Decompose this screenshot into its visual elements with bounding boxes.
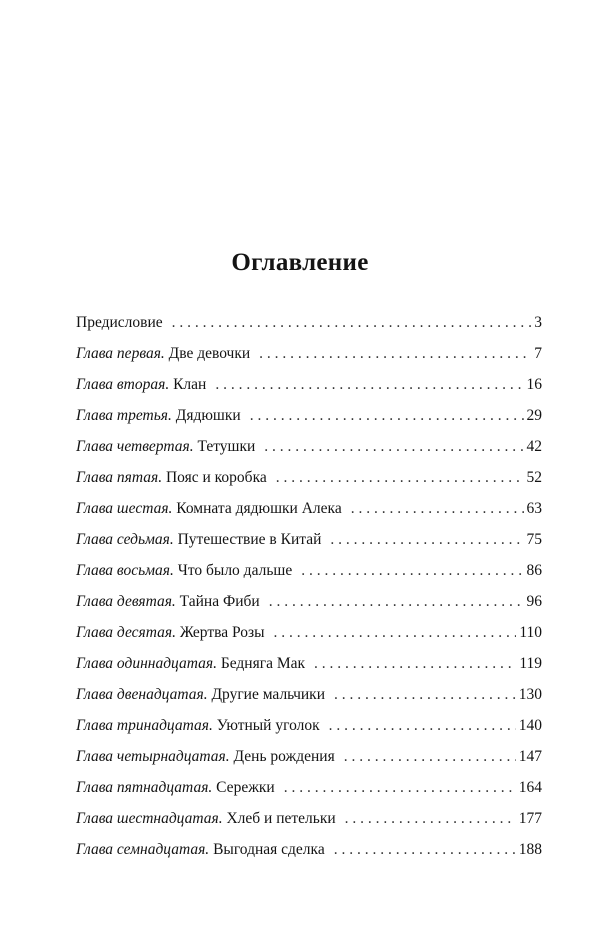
dot-leader (215, 369, 523, 400)
chapter-title: Путешествие в Китай (177, 531, 322, 548)
chapter-number: Глава вторая. (76, 376, 170, 393)
toc-entry-label (76, 648, 305, 679)
chapter-number: Глава десятая. (76, 624, 176, 641)
chapter-number: Глава третья. (76, 407, 172, 424)
page-number: 63 (526, 500, 542, 517)
toc-entry-label (76, 710, 320, 741)
toc-entry-label (76, 431, 255, 462)
toc-entry (76, 617, 542, 648)
toc-entry (76, 834, 542, 865)
toc-entry-label (76, 524, 321, 555)
chapter-title: Что было дальше (177, 562, 293, 579)
chapter-title: Бедняга Мак (220, 655, 306, 672)
chapter-title: Тайна Фиби (179, 593, 260, 610)
dot-leader (351, 493, 524, 524)
page-number: 7 (534, 345, 542, 362)
chapter-number: Глава тринадцатая. (76, 717, 213, 734)
toc-entry (76, 555, 542, 586)
chapter-number: Глава четырнадцатая. (76, 748, 230, 765)
chapter-title: Клан (173, 376, 207, 393)
page-number: 86 (526, 562, 542, 579)
toc-entry (76, 648, 542, 679)
page-number: 42 (526, 438, 542, 455)
dot-leader (329, 710, 516, 741)
toc-entry-label (76, 803, 336, 834)
page-number: 96 (526, 593, 542, 610)
toc-entry-label (76, 741, 335, 772)
chapter-number: Глава четвертая. (76, 438, 194, 455)
page-number: 110 (519, 624, 542, 641)
chapter-number: Глава семнадцатая. (76, 841, 210, 858)
toc-entry (76, 772, 542, 803)
toc-entry-label (76, 462, 267, 493)
chapter-number: Глава первая. (76, 345, 165, 362)
dot-leader (172, 307, 532, 338)
page-number: 16 (526, 376, 542, 393)
dot-leader (330, 524, 523, 555)
dot-leader (274, 617, 517, 648)
chapter-title: Жертва Розы (179, 624, 265, 641)
page-number: 140 (518, 717, 542, 734)
chapter-number: Глава шестнадцатая. (76, 810, 223, 827)
page-number: 164 (518, 779, 542, 796)
toc-entry (76, 803, 542, 834)
dot-leader (334, 679, 516, 710)
chapter-title: Тетушки (197, 438, 256, 455)
chapter-title: Две девочки (168, 345, 251, 362)
dot-leader (314, 648, 516, 679)
toc-entry-label (76, 493, 342, 524)
dot-leader (344, 741, 516, 772)
toc-entry-label (76, 555, 292, 586)
page-number: 177 (518, 810, 542, 827)
chapter-title: Предисловие (76, 314, 163, 331)
chapter-number: Глава восьмая. (76, 562, 174, 579)
page-number: 130 (518, 686, 542, 703)
toc-entry-label (76, 617, 265, 648)
page-number: 119 (519, 655, 542, 672)
toc-entry-label (76, 307, 163, 338)
chapter-title: Хлеб и петельки (226, 810, 336, 827)
toc-entry-label (76, 369, 206, 400)
toc-entry (76, 679, 542, 710)
chapter-title: Комната дядюшки Алека (176, 500, 342, 517)
dot-leader (301, 555, 523, 586)
page-number: 75 (526, 531, 542, 548)
toc-entry-label (76, 834, 325, 865)
dot-leader (334, 834, 516, 865)
toc-entry-label (76, 586, 260, 617)
toc-entry-label (76, 679, 325, 710)
chapter-title: Пояс и коробка (165, 469, 267, 486)
chapter-title: Выгодная сделка (213, 841, 325, 858)
dot-leader (276, 462, 524, 493)
table-of-contents (76, 307, 542, 865)
chapter-title: День рождения (233, 748, 335, 765)
chapter-number: Глава двенадцатая. (76, 686, 208, 703)
chapter-number: Глава пятнадцатая. (76, 779, 213, 796)
chapter-title: Сережки (216, 779, 275, 796)
page-number: 29 (526, 407, 542, 424)
toc-entry (76, 586, 542, 617)
page-number: 52 (526, 469, 542, 486)
page-title: Оглавление (231, 249, 369, 276)
toc-entry (76, 710, 542, 741)
toc-entry (76, 493, 542, 524)
chapter-number: Глава пятая. (76, 469, 163, 486)
toc-entry (76, 431, 542, 462)
dot-leader (284, 772, 516, 803)
dot-leader (259, 338, 531, 369)
chapter-number: Глава седьмая. (76, 531, 174, 548)
chapter-number: Глава одиннадцатая. (76, 655, 217, 672)
chapter-number: Глава девятая. (76, 593, 176, 610)
page-number: 188 (518, 841, 542, 858)
dot-leader (269, 586, 524, 617)
toc-entry (76, 741, 542, 772)
page-number: 3 (534, 314, 542, 331)
dot-leader (345, 803, 516, 834)
toc-entry (76, 307, 542, 338)
toc-entry-label (76, 400, 241, 431)
toc-entry (76, 524, 542, 555)
page-number: 147 (518, 748, 542, 765)
toc-entry-label (76, 338, 250, 369)
chapter-title: Другие мальчики (211, 686, 325, 703)
toc-entry (76, 338, 542, 369)
chapter-number: Глава шестая. (76, 500, 173, 517)
chapter-title: Дядюшки (175, 407, 241, 424)
toc-entry (76, 369, 542, 400)
toc-entry (76, 400, 542, 431)
toc-entry-label (76, 772, 275, 803)
dot-leader (250, 400, 524, 431)
chapter-title: Уютный уголок (216, 717, 320, 734)
dot-leader (264, 431, 523, 462)
toc-entry (76, 462, 542, 493)
